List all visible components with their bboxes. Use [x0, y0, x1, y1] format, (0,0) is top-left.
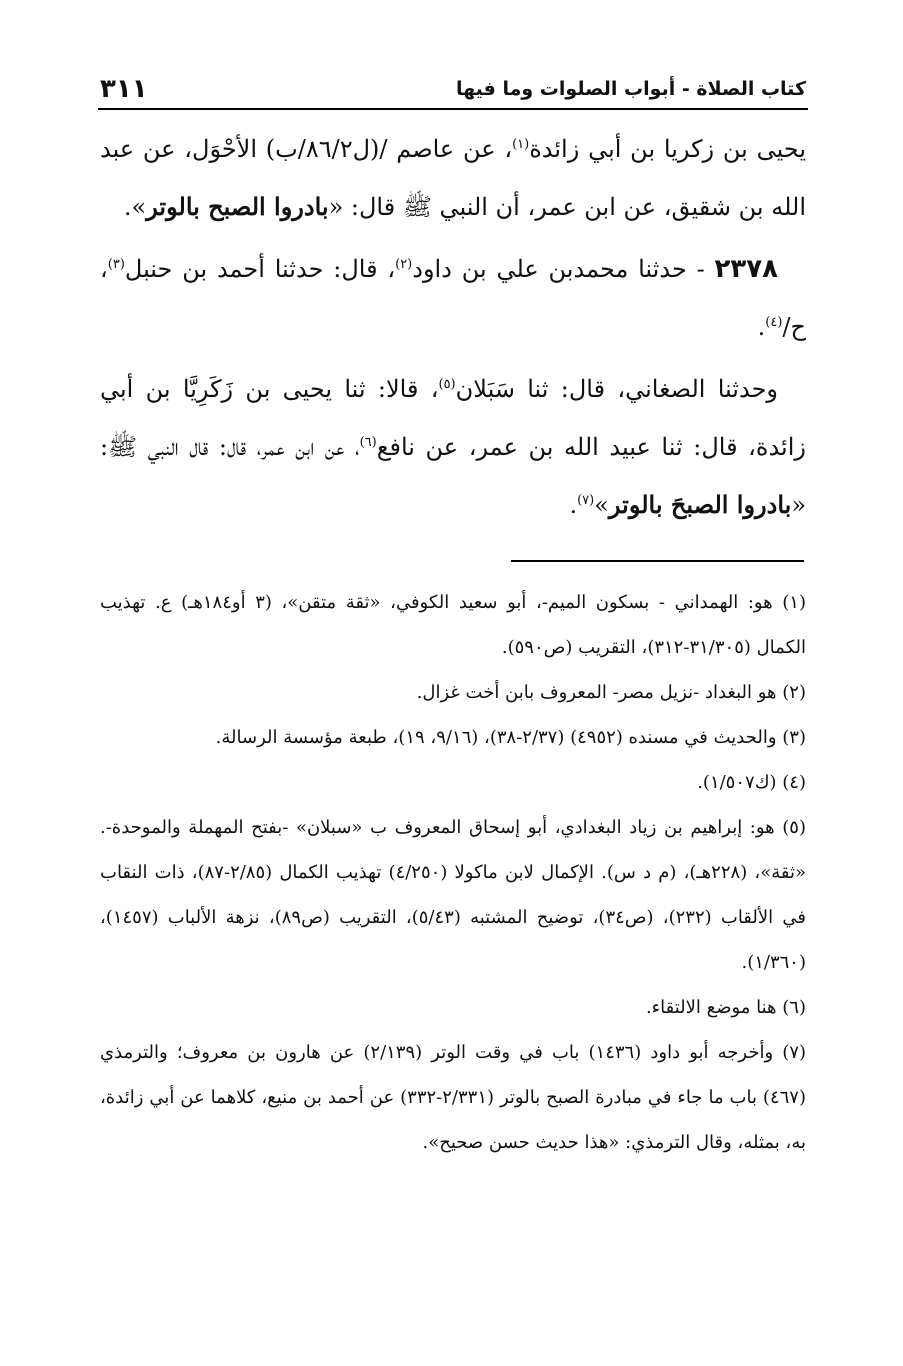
footnote-7: (٧) وأخرجه أبو داود (١٤٣٦) باب في وقت الوتر (٢/١٣٩) عن هارون بن معروف؛ والترمذي (٤٦٧) باب ما جاء في مبادرة الصبح بالوتر (٢/٣٣١-٣٣٢) عن أحمد بن منيع، كلاهما عن أبي زائدة، به، بمثله، وقال الترمذي: «هذا حديث حسن صحيح». [100, 1042, 807, 1153]
footnote-ref-2: (٢) [395, 257, 413, 272]
p3-text-c: ، عن ابن عمر، قال: قال النبي ﷺ: « [100, 433, 806, 519]
footnote-ref-1: (١) [512, 137, 530, 152]
header-rule [98, 108, 808, 110]
footnote-ref-5: (٥) [438, 377, 456, 392]
footnote-4: (٤) (ك١/٥٠٧). [697, 772, 806, 793]
hadith-quote: بادروا الصبح بالوتر [146, 192, 329, 221]
p1-text-b: ، عن عاصم /(ل٨٦/٢/ب) الأحْوَل، عن عبد الله بن شقيق، عن ابن عمر، أن النبي ﷺ قال: « [100, 135, 806, 221]
paragraph-3 [100, 360, 806, 534]
footnote-5: (٥) هو: إبراهيم بن زياد البغدادي، أبو إسحاق المعروف ب «سبلان» -بفتح المهملة والموحدة-. «ثقة»، (٢٢٨هـ)، (م د س). الإكمال لابن ماكولا (٤/٢٥٠) تهذيب الكمال (٢/٨٥-٨٧)، ذات النقاب في الألقاب (٢٣٢)، (ص٣٤)، توضيح المشتبه (٥/٤٣)، التقريب (ص٨٩)، نزهة الألباب (١٤٥٧)، (١/٣٦٠). [100, 817, 806, 973]
p2-text-a: - حدثنا محمدبن علي بن داود [412, 255, 715, 283]
p2-text-c: ، ح/ [100, 255, 806, 341]
header-title: كتاب الصلاة - أبواب الصلوات وما فيها [455, 78, 806, 100]
p3-text-d: » [594, 491, 609, 519]
p2-text-d: . [757, 313, 766, 341]
p3-text-e: . [569, 491, 578, 519]
main-text [100, 120, 806, 534]
p3-text-a: وحدثنا الصغاني، قال: ثنا سَبَلان [455, 375, 778, 403]
footnote-ref-6: (٦) [359, 435, 377, 450]
footnote-3: (٣) والحديث في مسنده (٤٩٥٢) (٢/٣٧-٣٨)، (٩/١٦، ١٩)، طبعة مؤسسة الرسالة. [215, 727, 806, 748]
footnote-ref-3: (٣) [107, 257, 125, 272]
p3-text-b: ، قالا: ثنا يحيى بن زَكَرِيَّا بن أبي زائدة، قال: ثنا عبيد الله بن عمر، عن نافع [100, 375, 806, 461]
running-header [100, 72, 806, 106]
paragraph-2 [100, 240, 806, 356]
paragraph-1 [100, 120, 806, 236]
footnote-ref-4: (٤) [765, 315, 783, 330]
footnote-1: (١) هو: الهمداني - بسكون الميم-، أبو سعيد الكوفي، «ثقة متقن»، (٣ أو١٨٤هـ) ع. تهذيب الكمال (٣١/٣٠٥-٣١٢)، التقريب (ص٥٩٠). [100, 592, 806, 658]
page-number: ٣١١ [100, 74, 148, 104]
hadith-quote: بادروا الصبحَ بالوتر [608, 490, 792, 519]
footnotes [100, 580, 806, 1165]
footnote-separator [511, 560, 804, 562]
footnote-6: (٦) هنا موضع الالتقاء. [645, 997, 806, 1018]
p1-text-c: ». [123, 193, 147, 221]
p1-text-a: يحيى بن زكريا بن أبي زائدة [529, 135, 806, 163]
footnote-ref-7: (٧) [577, 493, 595, 508]
p2-text-b: ، قال: حدثنا أحمد بن حنبل [124, 255, 396, 283]
hadith-number: ٢٣٧٨ [714, 254, 779, 284]
footnote-2: (٢) هو البغداد -نزيل مصر- المعروف بابن أخت غزال. [416, 682, 806, 703]
